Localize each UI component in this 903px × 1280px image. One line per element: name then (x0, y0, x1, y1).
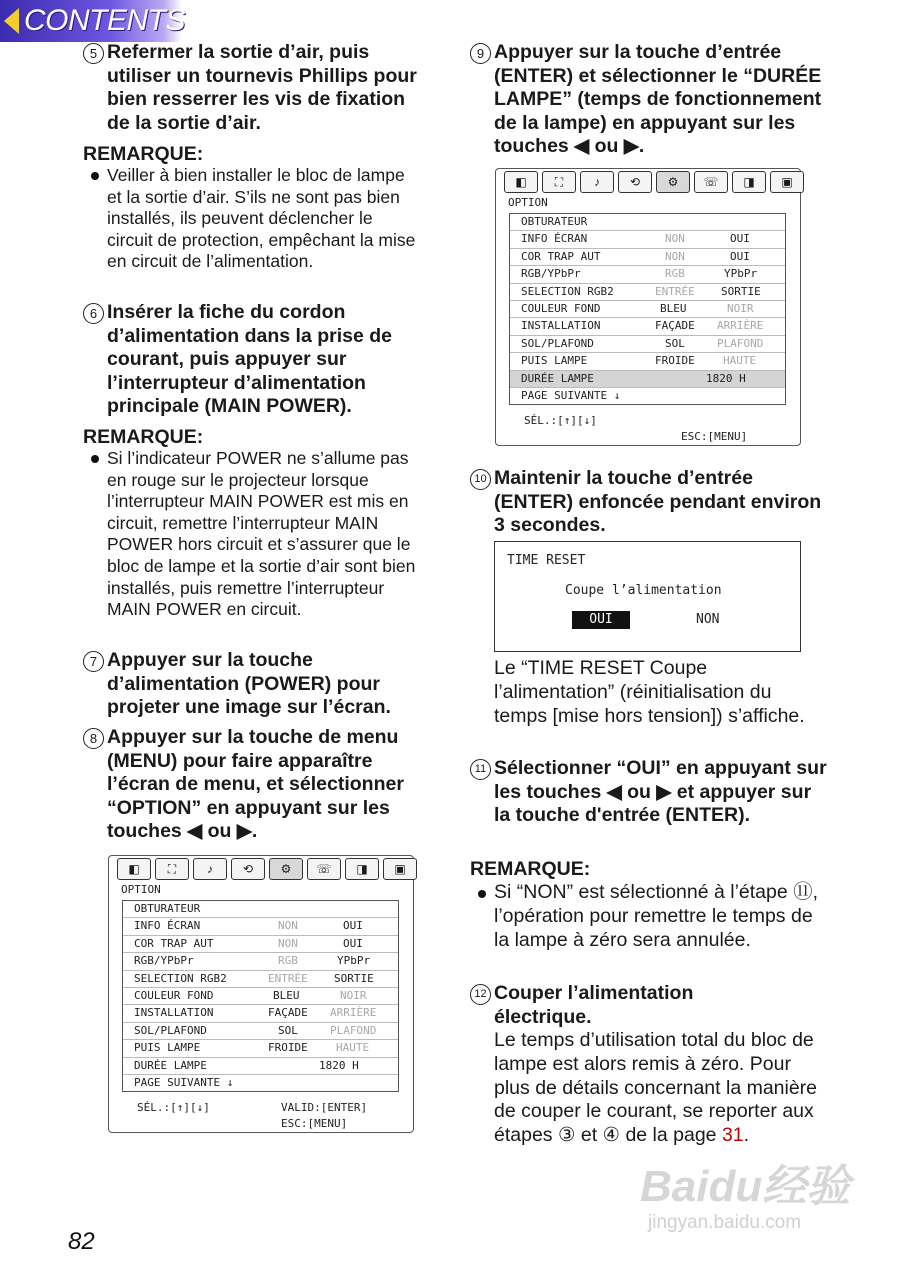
step-text: Refermer la sortie d’air, puis utiliser un tournevis Phillips pour bien resserrer les vis de fixation de la sortie d’air. (107, 41, 417, 134)
contents-button[interactable] (0, 0, 185, 42)
menu-list (122, 900, 399, 1092)
menu-title: OPTION (508, 196, 548, 209)
row-option-b: SORTIE (721, 284, 761, 298)
menu-row[interactable] (123, 918, 398, 935)
watermark-url: jingyan.baidu.com (648, 1212, 802, 1233)
row-option-a: NON (278, 919, 298, 933)
row-label: INFO ÉCRAN (134, 919, 201, 933)
menu-row[interactable] (510, 284, 785, 301)
tab-picture-icon[interactable]: ◧ (504, 171, 538, 193)
tab-audio-icon[interactable]: ♪ (580, 171, 614, 193)
step-text: Sélectionner “OUI” en appuyant sur les touches ◀ ou ▶ et appuyer sur la touche d'entrée (ENTER). (494, 757, 827, 827)
step-9 (470, 41, 830, 159)
row-label: DURÉE LAMPE (521, 371, 594, 385)
bullet-icon (91, 172, 99, 180)
row-label: RGB/YPbPr (134, 954, 194, 968)
step-12 (470, 982, 830, 1029)
row-option-a: SOL (665, 336, 685, 350)
row-label: INSTALLATION (134, 1006, 214, 1020)
row-option-a: NON (665, 249, 685, 263)
row-label: COULEUR FOND (134, 988, 214, 1002)
step-number: 11 (470, 759, 491, 780)
contents-label: CONTENTS (24, 4, 185, 37)
row-label: INFO ÉCRAN (521, 232, 588, 246)
row-label: OBTURATEUR (134, 902, 201, 915)
row-label: DURÉE LAMPE (134, 1058, 207, 1072)
row-option-a: FROIDE (268, 1041, 308, 1055)
menu-row[interactable] (123, 901, 398, 918)
step-number: 12 (470, 984, 491, 1005)
row-option-b: NOIR (727, 301, 754, 315)
row-label: PAGE SUIVANTE ↓ (521, 388, 621, 402)
tab-audio-icon[interactable]: ♪ (193, 858, 227, 880)
row-option-b: OUI (343, 936, 363, 950)
tab-option-icon[interactable]: ⚙ (269, 858, 303, 880)
menu-row[interactable] (123, 1058, 398, 1075)
tab-signal-icon[interactable]: ⟲ (231, 858, 265, 880)
row-label: PUIS LAMPE (521, 354, 588, 368)
page-link[interactable]: 31 (721, 1124, 744, 1147)
row-label: SOL/PLAFOND (134, 1023, 207, 1037)
row-option-a: RGB (278, 954, 298, 968)
row-option-b: OUI (730, 249, 750, 263)
step-number: 10 (470, 469, 491, 490)
option-menu-panel (108, 855, 414, 1133)
watermark-logo: Baidu经验 (640, 1162, 851, 1211)
back-arrow-icon (4, 8, 19, 34)
tab-security-icon[interactable]: ◨ (345, 858, 379, 880)
remark-bullet (494, 881, 819, 952)
tab-picture-icon[interactable]: ◧ (117, 858, 151, 880)
tab-position-icon[interactable]: ⛶ (155, 858, 189, 880)
menu-row[interactable] (510, 249, 785, 266)
footer-valid-hint: VALID:[ENTER] (281, 1101, 368, 1114)
footer-select-hint: SÉL.:[↑][↓] (524, 414, 597, 427)
row-value: 1820 H (319, 1058, 359, 1072)
remark-title: REMARQUE: (83, 426, 204, 448)
step-number: 7 (83, 651, 104, 672)
bullet-icon (478, 890, 486, 898)
row-label: PUIS LAMPE (134, 1041, 201, 1055)
step-number: 9 (470, 43, 491, 64)
row-option-a: FAÇADE (655, 319, 695, 333)
menu-row[interactable] (510, 353, 785, 370)
row-option-b: HAUTE (723, 354, 757, 368)
row-label: COR TRAP AUT (521, 249, 601, 263)
remark-title: REMARQUE: (83, 143, 204, 165)
row-option-a: NON (665, 232, 685, 246)
row-label: SELECTION RGB2 (134, 971, 227, 985)
row-option-b: PLAFOND (330, 1023, 377, 1037)
row-option-a: RGB (665, 267, 685, 281)
step-12-description (494, 1029, 824, 1148)
remark-bullet (107, 165, 417, 273)
step-number: 5 (83, 43, 104, 64)
menu-row[interactable] (123, 1075, 398, 1091)
menu-row[interactable] (510, 318, 785, 335)
step-text: Appuyer sur la touche d’alimentation (POWER) pour projeter une image sur l’écran. (107, 649, 391, 719)
row-label: PAGE SUIVANTE ↓ (134, 1075, 234, 1089)
remark-bullet (107, 448, 423, 621)
row-option-a: SOL (278, 1023, 298, 1037)
tab-lang-icon[interactable]: ☏ (694, 171, 728, 193)
tab-test-icon[interactable]: ▣ (770, 171, 804, 193)
dialog-yes-button[interactable]: OUI (572, 611, 630, 629)
menu-row[interactable] (510, 301, 785, 318)
page-number: 82 (68, 1228, 95, 1255)
menu-row[interactable] (510, 388, 785, 404)
menu-list (509, 213, 786, 405)
row-label: RGB/YPbPr (521, 267, 581, 281)
menu-row[interactable] (510, 231, 785, 248)
time-reset-dialog (494, 541, 801, 652)
row-option-b: NOIR (340, 988, 367, 1002)
menu-title: OPTION (121, 883, 161, 896)
menu-row[interactable] (123, 1040, 398, 1057)
menu-tabs (504, 171, 808, 193)
tab-test-icon[interactable]: ▣ (383, 858, 417, 880)
remark-text: Si l’indicateur POWER ne s’allume pas en rouge sur le projecteur lorsque l’interrupteur MAIN POWER est mis en circuit, remettre l’interrupteur MAIN POWER hors circuit et s’assurer que le bloc de lampe et la sortie d’air sont bien installés, puis remettre l’interrupteur MAIN POWER en circuit. (107, 448, 416, 620)
remark-title: REMARQUE: (470, 858, 591, 880)
dialog-no-button[interactable]: NON (696, 612, 720, 627)
row-option-b: HAUTE (336, 1041, 370, 1055)
menu-row[interactable] (510, 266, 785, 283)
menu-row[interactable] (123, 953, 398, 970)
tab-lang-icon[interactable]: ☏ (307, 858, 341, 880)
row-label: COULEUR FOND (521, 301, 601, 315)
row-option-a: BLEU (273, 988, 300, 1002)
menu-row[interactable] (123, 988, 398, 1005)
footer-esc-hint: ESC:[MENU] (681, 430, 748, 443)
row-option-a: BLEU (660, 301, 687, 315)
menu-tabs (117, 858, 421, 880)
row-option-a: NON (278, 936, 298, 950)
step-number: 8 (83, 728, 104, 749)
step-text: Appuyer sur la touche de menu (MENU) pour faire apparaître l’écran de menu, et sélectionner “OPTION” en appuyant sur les touches ◀ ou ▶. (107, 726, 404, 843)
step-text: Couper l’alimentation électrique. (494, 982, 694, 1028)
menu-row[interactable] (123, 1005, 398, 1022)
tab-signal-icon[interactable]: ⟲ (618, 171, 652, 193)
step-11 (470, 757, 830, 828)
row-option-b: OUI (343, 919, 363, 933)
step-text: Insérer la fiche du cordon d’alimentation dans la prise de courant, puis appuyer sur l’interrupteur d’alimentation principale (MAIN POWER). (107, 301, 392, 418)
step-7 (83, 649, 433, 720)
row-option-b: OUI (730, 232, 750, 246)
row-option-b: YPbPr (724, 267, 758, 281)
description-text: Le temps d’utilisation total du bloc de lampe est alors remis à zéro. Pour plus de détails concernant la manière de couper le courant, se reporter aux étapes ③ et ④ de la page (494, 1029, 818, 1147)
row-option-b: ARRIÈRE (717, 319, 764, 333)
step-text: Appuyer sur la touche d’entrée (ENTER) et sélectionner le “DURÉE LAMPE” (temps de fonctionnement de la lampe) en appuyant sur les touches ◀ ou ▶. (494, 41, 822, 158)
step-10 (470, 467, 830, 538)
step-6 (83, 301, 433, 419)
remark-text: Si “NON” est sélectionné à l’étape ⑪, l’opération pour remettre le temps de la lampe à zéro sera annulée. (494, 881, 819, 951)
row-label: OBTURATEUR (521, 215, 588, 228)
step-8 (83, 726, 433, 844)
row-option-a: FROIDE (655, 354, 695, 368)
menu-row[interactable] (123, 1023, 398, 1040)
row-option-b: PLAFOND (717, 336, 764, 350)
row-option-b: ARRIÈRE (330, 1006, 377, 1020)
dialog-title: TIME RESET (507, 553, 586, 568)
menu-row[interactable] (510, 214, 785, 231)
row-label: INSTALLATION (521, 319, 601, 333)
footer-select-hint: SÉL.:[↑][↓] (137, 1101, 210, 1114)
menu-row[interactable] (123, 971, 398, 988)
tab-option-icon[interactable]: ⚙ (656, 171, 690, 193)
row-option-b: YPbPr (337, 954, 371, 968)
row-option-a: ENTRÉE (268, 971, 308, 985)
row-label: COR TRAP AUT (134, 936, 214, 950)
row-label: SOL/PLAFOND (521, 336, 594, 350)
dialog-message: Coupe l’alimentation (565, 583, 722, 598)
menu-row[interactable] (123, 936, 398, 953)
row-option-a: FAÇADE (268, 1006, 308, 1020)
menu-row-selected[interactable] (510, 371, 785, 388)
row-option-b: SORTIE (334, 971, 374, 985)
row-value: 1820 H (706, 371, 746, 385)
step-number: 6 (83, 303, 104, 324)
description-end: . (743, 1124, 750, 1147)
option-menu-panel-lamp (495, 168, 801, 446)
time-reset-description: Le “TIME RESET Coupe l’alimentation” (réinitialisation du temps [mise hors tension]) s’affiche. (494, 657, 805, 727)
row-option-a: ENTRÉE (655, 284, 695, 298)
step-5 (83, 41, 433, 135)
tab-security-icon[interactable]: ◨ (732, 171, 766, 193)
bullet-icon (91, 455, 99, 463)
footer-esc-hint: ESC:[MENU] (281, 1117, 348, 1130)
remark-text: Veiller à bien installer le bloc de lampe et la sortie d’air. S’ils ne sont pas bien installés, ils peuvent déclencher le circuit de protection, empêchant la mise en circuit de l’alimentation. (107, 165, 416, 272)
row-label: SELECTION RGB2 (521, 284, 614, 298)
step-text: Maintenir la touche d’entrée (ENTER) enfoncée pendant environ 3 secondes. (494, 467, 822, 537)
menu-row[interactable] (510, 336, 785, 353)
tab-position-icon[interactable]: ⛶ (542, 171, 576, 193)
